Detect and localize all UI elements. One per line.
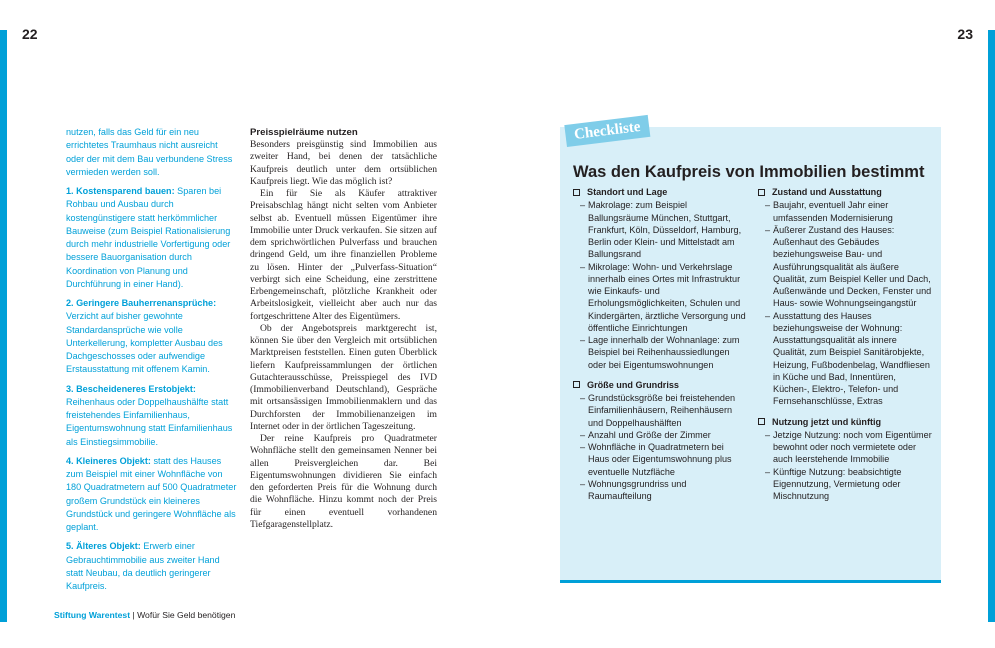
- footer-brand: Stiftung Warentest: [54, 610, 131, 620]
- checklist-item: – Wohnungsgrundriss und Raumaufteilung: [580, 478, 747, 503]
- checklist-column-left: [573, 186, 747, 510]
- checklist-section-heading: Zustand und Ausstattung: [772, 187, 882, 197]
- body-paragraph: Ein für Sie als Käufer attraktiver Preisabschlag hängt nicht selten vom Anbieter selbst ab. Eventuell müssen Eigentümer ihre Immobilie unter Druck verkaufen. Sie sitzen auf dem sprichwörtlichen Pulverfass und brauchen dringend Geld, um ihre finanziellen Probleme zu lösen. Hinter der „Pulverfass-Situation“ verbirgt sich eine Scheidung, eine zerstrittene Erbengemeinschaft, plötzliche Krankheit oder Arbeitslosigkeit, vielleicht aber auch nur das fortgeschrittene Alter des Eigentümers.: [250, 188, 437, 322]
- checklist-item: – Äußerer Zustand des Hauses: Außenhaut des Gebäudes beziehungsweise Bau- und Ausführungsqualität als äußere Qualität, zum Beispiel Keller und Dach, Außenwände und Decken, Fenster und Haus- sowie Wohnungseingangstür: [765, 224, 932, 310]
- footer-text: Wofür Sie Geld benötigen: [137, 610, 236, 620]
- option-paragraph: 1. Kostensparend bauen: Sparen bei Rohbau und Ausbau durch kostengünstigere statt herkömmlicher Bauweise (zum Beispiel Rationalisierung durch mehr industrielle Vorfertigung oder bessere Bauorganisation durch Koordination von Planung und Durchführung in einer Hand).: [66, 186, 231, 289]
- option-paragraph: 3. Bescheideneres Erstobjekt: Reihenhaus oder Doppelhaushälfte statt freistehendes Einfamilienhaus, Eigentumswohnung statt Einfamilienhaus als Einstiegsimmobilie.: [66, 383, 233, 447]
- checklist-section-heading: Nutzung jetzt und künftig: [772, 416, 882, 427]
- right-edge-bar: [988, 30, 995, 622]
- option-lead: 4. Kleineres Objekt:: [66, 455, 151, 466]
- intro-paragraph: nutzen, falls das Geld für ein neu errichtetes Traumhaus nicht ausreicht oder der mit dem Bau verbundene Stress vermieden werden soll.: [66, 127, 233, 177]
- page-number-left: 22: [22, 26, 38, 42]
- checklist-item: – Baujahr, eventuell Jahr einer umfassenden Modernisierung: [765, 199, 932, 224]
- option-lead: 5. Älteres Objekt:: [66, 541, 141, 552]
- option-lead: 2. Geringere Bauherrenansprüche:: [66, 298, 217, 308]
- body-paragraph: Besonders preisgünstig sind Immobilien aus zweiter Hand, bei denen der tatsächliche Kaufpreis deutlich unter dem ortsüblichen Kaufpreis liegt. Wie das möglich ist?: [250, 139, 437, 187]
- middle-text-column: [250, 127, 437, 531]
- checklist-section: [573, 186, 747, 371]
- checklist-section-heading: Größe und Grundriss: [587, 379, 679, 390]
- option-paragraph: 5. Älteres Objekt: Erwerb einer Gebrauchtimmobilie aus zweiter Hand statt Neubau, da deutlich geringerer Kaufpreis.: [66, 541, 220, 591]
- checklist-section: [573, 379, 747, 503]
- checklist-item: – Lage innerhalb der Wohnanlage: zum Beispiel bei Reihenhaussiedlungen oder bei Eigentumswohnungen: [580, 334, 747, 371]
- checklist-section: [758, 416, 932, 503]
- option-lead: 1. Kostensparend bauen:: [66, 186, 175, 196]
- left-edge-bar: [0, 30, 7, 622]
- checklist-item: – Grundstücksgröße bei freistehenden Einfamilienhäusern, Reihenhäusern und Doppelhaushälften: [580, 392, 747, 429]
- checklist-item: – Wohnfläche in Quadratmetern bei Haus oder Eigentumswohnung plus eventuelle Nutzfläche: [580, 441, 747, 478]
- body-paragraph: Der reine Kaufpreis pro Quadratmeter Wohnfläche stellt den gemeinsamen Nenner bei allen Preisvergleichen dar. Bei Eigentumswohnungen dividieren Sie einfach den geforderten Preis für die Wohnung durch die Wohnfläche. Hinzu kommt noch der Preis für einen eventuell vorhandenen Tiefgaragenstellplatz.: [250, 433, 437, 530]
- body-paragraph: Ob der Angebotspreis marktgerecht ist, können Sie über den Vergleich mit ortsüblichen Marktpreisen feststellen. Einen guten Überblick liefern Kaufpreissammlungen der örtlichen Gutachterausschüsse, Preisspiegel des IVD (Immobilienverband Deutschland), Gespräche mit ortsansässigen Immobilienmaklern und das Durchforsten der Immobilienanzeigen im Internet oder in der örtlichen Tageszeitung.: [250, 322, 437, 432]
- checklist-column-right: [758, 186, 932, 510]
- checklist-item: – Ausstattung des Hauses beziehungsweise der Wohnung: Ausstattungsqualität als innere Qualität, zum Beispiel Sanitärobjekte, Heizung, Fußbodenbelag, Wandfliesen in Küche und Bad, Innentüren, Küchen-, Elektro-, Telefon- und Fernsehanschlüsse, Extras: [765, 310, 932, 408]
- section-heading: Preisspielräume nutzen: [250, 127, 358, 138]
- option-lead: 3. Bescheideneres Erstobjekt:: [66, 383, 196, 394]
- footer-separator: |: [130, 610, 138, 620]
- checklist-items: [758, 429, 932, 503]
- left-text-column: [66, 126, 238, 599]
- checklist-item: – Anzahl und Größe der Zimmer: [580, 429, 747, 441]
- option-paragraph: 2. Geringere Bauherrenansprüche: Verzicht auf bisher gewohnte Standardansprüche wie volle Unterkellerung, kompletter Ausbau des Dachgeschosses oder aufwendige Erstausstattung mit offenem Kamin.: [66, 298, 223, 375]
- checklist-item: – Mikrolage: Wohn- und Verkehrslage innerhalb eines Ortes mit Infrastruktur wie Einkaufs- und Erholungsmöglichkeiten, Schulen und Kindergärten, ärztliche Versorgung und öffentliche Einrichtungen: [580, 261, 747, 335]
- page-footer: [54, 610, 235, 620]
- checkbox-icon: [758, 418, 765, 425]
- page-number-right: 23: [957, 26, 973, 42]
- checklist-items: [573, 392, 747, 502]
- checklist-tag: Checkliste: [564, 115, 650, 147]
- checkbox-icon: [573, 189, 580, 196]
- checkbox-icon: [758, 189, 765, 196]
- checklist-item: – Makrolage: zum Beispiel Ballungsräume München, Stuttgart, Frankfurt, Köln, Düsseldorf, Hamburg, Berlin oder Klein- und Mittelstadt am Ballungsrand: [580, 199, 747, 260]
- option-paragraph: 4. Kleineres Objekt: statt des Hauses zum Beispiel mit einer Wohnfläche von 180 Quadratmetern auf 500 Quadratmeter großem Grundstück ein kleineres Grundstück und geringere Wohnfläche als geplant.: [66, 455, 237, 532]
- checklist-title: Was den Kaufpreis von Immobilien bestimmt: [573, 163, 925, 181]
- checklist-section-heading: Standort und Lage: [587, 187, 668, 197]
- checklist-section: [758, 186, 932, 408]
- checklist-item: – Jetzige Nutzung: noch vom Eigentümer bewohnt oder noch vermietete oder auch leerstehende Immobilie: [765, 429, 932, 466]
- checkbox-icon: [573, 381, 580, 388]
- checklist-items: [573, 199, 747, 371]
- checklist-item: – Künftige Nutzung: beabsichtigte Eigennutzung, Vermietung oder Mischnutzung: [765, 466, 932, 503]
- checklist-items: [758, 199, 932, 407]
